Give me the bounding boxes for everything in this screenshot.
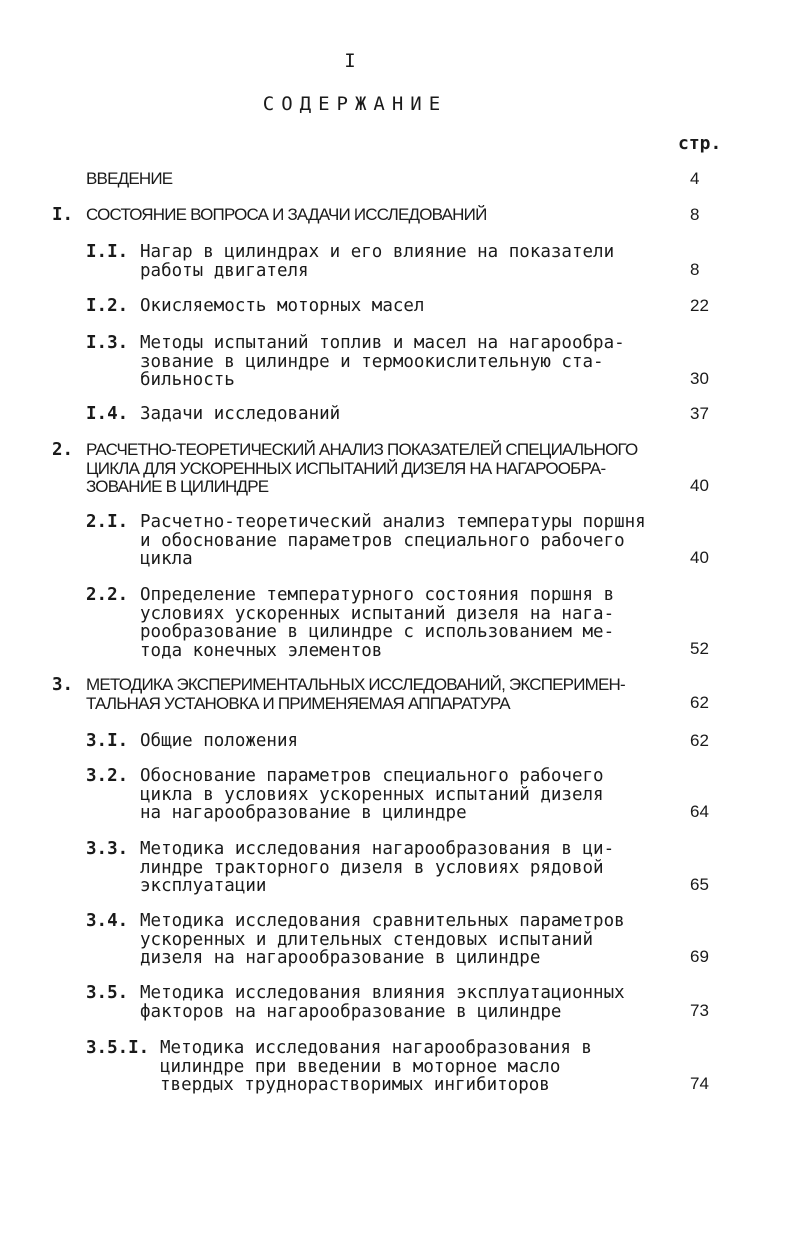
- toc-entry-number: 3.4.: [86, 911, 129, 931]
- toc-entry-title: Нагар в цилиндрах и его влияние на показатели работы двигателя: [140, 242, 615, 281]
- toc-entry-title: Задачи исследований: [140, 404, 341, 424]
- toc-entry-page: 62: [690, 731, 709, 750]
- toc-entry-title: Методика исследования влияния эксплуатационных факторов на нагарообразование в цилиндре: [140, 983, 625, 1022]
- toc-entry-title: Методы испытаний топлив и масел на нагарообра- зование в цилиндре и термоокислительную ста- бильность: [140, 333, 625, 390]
- toc-entry-page: 8: [690, 205, 700, 224]
- toc-entry-title: Окисляемость моторных масел: [140, 296, 425, 316]
- toc-entry-title: Определение температурного состояния поршня в условиях ускоренных испытаний дизеля на нага- рообразование в цилиндре с использованием ме- тода конечных элементов: [140, 585, 615, 661]
- toc-entry-number: 3.I.: [86, 731, 129, 751]
- toc-entry-page: 65: [690, 875, 709, 894]
- toc-entry-page: 62: [690, 693, 709, 712]
- toc-entry-page: 64: [690, 802, 709, 821]
- toc-entry-number: 2.: [52, 440, 74, 460]
- toc-entry-number: I.I.: [86, 242, 129, 262]
- page-number: I: [344, 50, 356, 72]
- toc-entry-title: РАСЧЕТНО-ТЕОРЕТИЧЕСКИЙ АНАЛИЗ ПОКАЗАТЕЛЕЙ СПЕЦИАЛЬНОГО ЦИКЛА ДЛЯ УСКОРЕННЫХ ИСПЫТАНИЙ ДИЗЕЛЯ НА НАГАРООБРА- ЗОВАНИЕ В ЦИЛИНДРЕ: [86, 440, 638, 496]
- toc-entry-title: СОСТОЯНИЕ ВОПРОСА И ЗАДАЧИ ИССЛЕДОВАНИЙ: [86, 205, 487, 224]
- toc-entry-title: ВВЕДЕНИЕ: [86, 169, 173, 188]
- toc-heading: СОДЕРЖАНИЕ: [262, 93, 448, 115]
- toc-entry-page: 30: [690, 369, 709, 388]
- toc-entry-number: 3.: [52, 675, 74, 695]
- toc-entry-number: 3.3.: [86, 839, 129, 859]
- toc-entry-title: Общие положения: [140, 731, 299, 751]
- toc-entry-page: 69: [690, 947, 709, 966]
- toc-entry-number: 3.2.: [86, 766, 129, 786]
- toc-entry-title: Методика исследования нагарообразования в ци- линдре тракторного дизеля в условиях рядовой эксплуатации: [140, 839, 615, 896]
- toc-entry-number: I.3.: [86, 333, 129, 353]
- toc-entry-page: 40: [690, 476, 709, 495]
- toc-entry-title: Методика исследования нагарообразования в цилиндре при введении в моторное масло твердых труднорастворимых ингибиторов: [160, 1038, 592, 1095]
- toc-entry-number: 3.5.I.: [86, 1038, 150, 1058]
- toc-entry-title: Расчетно-теоретический анализ температуры поршня и обоснование параметров специального рабочего цикла: [140, 512, 646, 569]
- toc-entry-number: I.4.: [86, 404, 129, 424]
- toc-entry-title: Обоснование параметров специального рабочего цикла в условиях ускоренных испытаний дизеля на нагарообразование в цилиндре: [140, 766, 604, 823]
- toc-entry-page: 4: [690, 169, 700, 188]
- toc-entry-number: 2.2.: [86, 585, 129, 605]
- toc-entry-page: 52: [690, 639, 709, 658]
- toc-entry-number: I.: [52, 205, 74, 225]
- page-column-label: стр.: [678, 133, 722, 154]
- toc-entry-title: Методика исследования сравнительных параметров ускоренных и длительных стендовых испытаний дизеля на нагарообразование в цилиндре: [140, 911, 625, 968]
- toc-entry-page: 37: [690, 404, 709, 423]
- toc-entry-number: I.2.: [86, 296, 129, 316]
- toc-entry-page: 74: [690, 1074, 709, 1093]
- toc-entry-page: 8: [690, 260, 700, 279]
- toc-entry-number: 3.5.: [86, 983, 129, 1003]
- toc-entry-page: 40: [690, 548, 709, 567]
- toc-entry-page: 22: [690, 296, 709, 315]
- toc-entry-number: 2.I.: [86, 512, 129, 532]
- toc-entry-page: 73: [690, 1001, 709, 1020]
- toc-entry-title: МЕТОДИКА ЭКСПЕРИМЕНТАЛЬНЫХ ИССЛЕДОВАНИЙ, ЭКСПЕРИМЕН- ТАЛЬНАЯ УСТАНОВКА И ПРИМЕНЯЕМАЯ АППАРАТУРА: [86, 675, 625, 713]
